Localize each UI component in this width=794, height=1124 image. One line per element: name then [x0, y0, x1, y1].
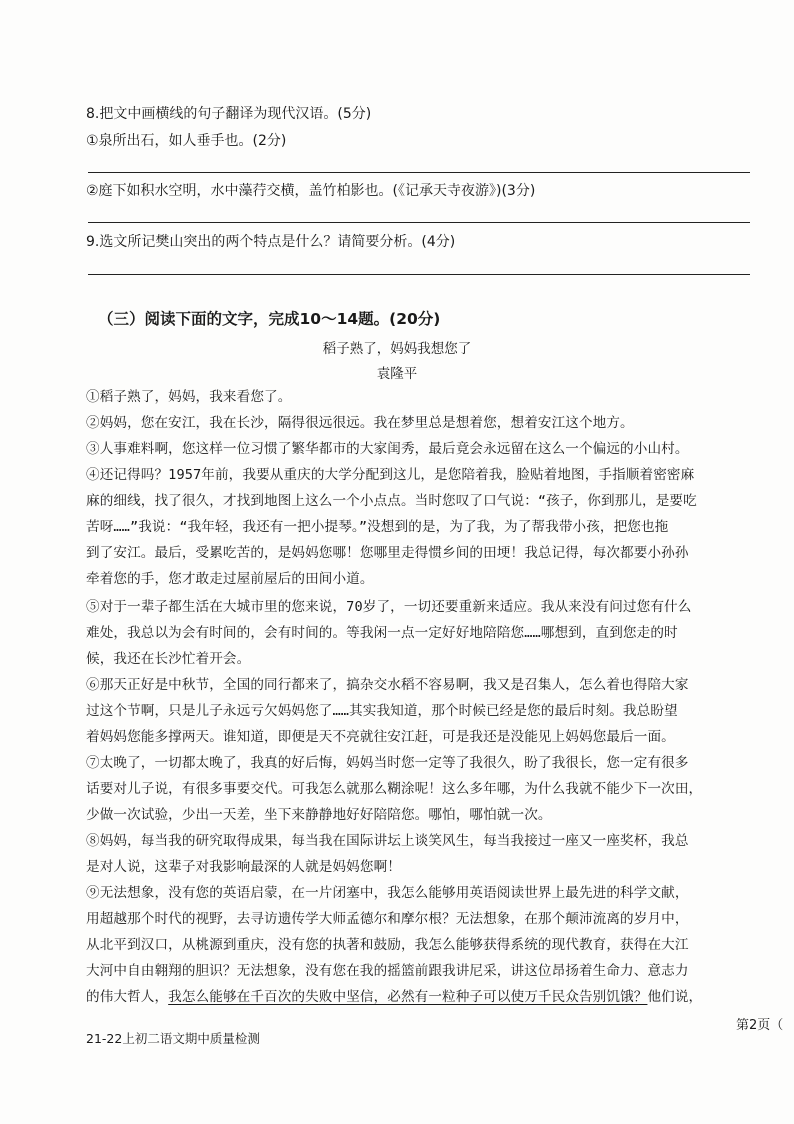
- question-8-item-1: ①泉所出石，如人垂手也。(2分): [86, 133, 287, 149]
- question-8-prompt: 8.把文中画横线的句子翻译为现代汉语。(5分): [86, 106, 372, 122]
- article-line: 难处，我总以为会有时间的，会有时间的。等我闲一点一定好好地陪陪您……哪想到，直到您走的时: [86, 625, 678, 641]
- article-line: ⑥那天正好是中秋节，全国的同行都来了，搞杂交水稻不容易啊，我又是召集人，怎么着也得陪大家: [86, 677, 689, 693]
- article-line-end: 他们说，: [647, 989, 703, 1005]
- section-heading: （三）阅读下面的文字，完成10～14题。(20分): [98, 310, 441, 328]
- article-line-start: 的伟大哲人，: [86, 989, 169, 1005]
- article-line: 到了安江。最后，受累吃苦的，是妈妈您哪！您哪里走得惯乡间的田埂！我总记得，每次都要小孙孙: [86, 545, 689, 561]
- article-line: ⑦太晚了，一切都太晚了，我真的好后悔，妈妈当时您一定等了我很久，盼了我很长，您一定有很多: [86, 755, 689, 771]
- article-line: ②妈妈，您在安江，我在长沙，隔得很远很远。我在梦里总是想着您，想着安江这个地方。: [86, 415, 634, 431]
- article-line: 从北平到汉口，从桃源到重庆，没有您的执著和鼓励，我怎么能够获得系统的现代教育，获得在大江: [86, 937, 689, 953]
- answer-line: [88, 274, 750, 275]
- article-line: 少做一次试验，少出一天差，坐下来静静地好好陪陪您。哪怕，哪怕就一次。: [86, 807, 552, 823]
- question-8-item-2: ②庭下如积水空明，水中藻荇交横，盖竹柏影也。(《记承天寺夜游》)(3分): [86, 183, 536, 199]
- article-line: 牵着您的手，您才敢走过屋前屋后的田间小道。: [86, 571, 374, 587]
- article-line: 是对人说，这辈子对我影响最深的人就是妈妈您啊！: [86, 859, 401, 875]
- article-line: ⑧妈妈，每当我的研究取得成果，每当我在国际讲坛上谈笑风生，每当我接过一座又一座奖杯，我总: [86, 833, 689, 849]
- page-number: 第2页（: [736, 1018, 784, 1033]
- article-title: 稻子熟了，妈妈我想您了: [322, 341, 472, 357]
- article-line: ⑤对于一辈子都生活在大城市里的您来说，70岁了，一切还要重新来适应。我从来没有问过您有什么: [86, 599, 692, 615]
- article-line: ①稻子熟了，妈妈，我来看您了。: [86, 389, 292, 405]
- question-9-prompt: 9.选文所记樊山突出的两个特点是什么？请简要分析。(4分): [86, 234, 456, 250]
- article-line: 过这个节啊，只是儿子永远亏欠妈妈您了……其实我知道，那个时候已经是您的最后时刻。我总盼望: [86, 703, 678, 719]
- article-line: ⑨无法想象，没有您的英语启蒙，在一片闭塞中，我怎么能够用英语阅读世界上最先进的科学文献，: [86, 885, 689, 901]
- article-line: ③人事难料啊，您这样一位习惯了繁华都市的大家闺秀，最后竟会永远留在这么一个偏远的小山村。: [86, 441, 689, 457]
- article-line: 用超越那个时代的视野，去寻访遗传学大师孟德尔和摩尔根？无法想象，在那个颠沛流离的岁月中，: [86, 911, 689, 927]
- article-line: 大河中自由翱翔的胆识？无法想象，没有您在我的摇篮前跟我讲尼采，讲这位昂扬着生命力、意志力: [86, 963, 689, 979]
- article-line-last: [86, 985, 702, 1005]
- article-line: 着妈妈您能多撑两天。谁知道，即便是天不亮就往安江赶，可是我还是没能见上妈妈您最后一面。: [86, 729, 675, 745]
- article-line: 麻的细线，找了很久，才找到地图上这么一个小点点。当时您叹了口气说：“孩子，你到那儿，是要吃: [86, 493, 697, 509]
- answer-line: [88, 172, 750, 173]
- exam-footer: 21-22上初二语文期中质量检测: [86, 1031, 260, 1046]
- article-line: 候，我还在长沙忙着开会。: [86, 651, 251, 667]
- article-line: 苦呀……”我说：“我年轻，我还有一把小提琴。”没想到的是，为了我，为了帮我带小孩，把您也拖: [86, 519, 669, 535]
- answer-line: [88, 222, 750, 223]
- underlined-sentence: 我怎么能够在千百次的失败中坚信，必然有一粒种子可以使万千民众告别饥饿？: [168, 989, 648, 1005]
- article-line: ④还记得吗？1957年前，我要从重庆的大学分配到这儿，是您陪着我，脸贴着地图，手指顺着密密麻: [86, 467, 695, 483]
- article-author: 袁隆平: [376, 366, 418, 382]
- article-line: 话要对儿子说，有很多事要交代。可我怎么就那么糊涂呢！这么多年哪，为什么我就不能少下一次田，: [86, 781, 703, 797]
